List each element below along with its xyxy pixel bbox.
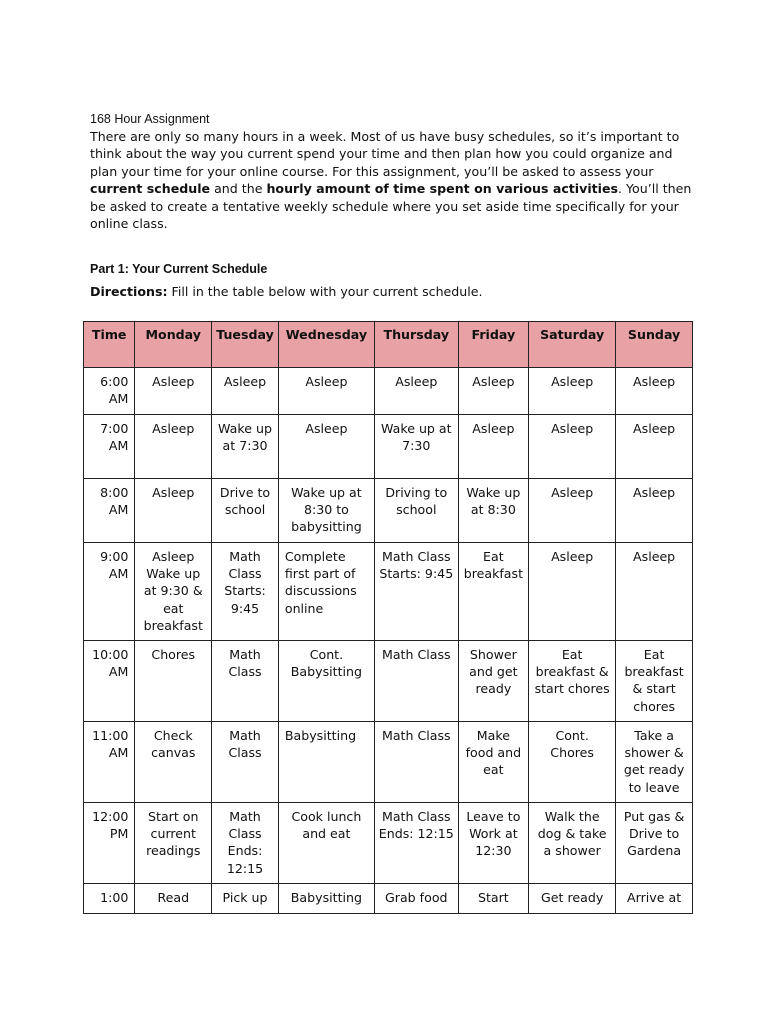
header-friday: Friday bbox=[458, 322, 528, 368]
part-heading: Part 1: Your Current Schedule bbox=[90, 262, 268, 276]
intro-text-3: . You’ll then be asked to create a tentative weekly schedule where you set aside time specifically for your online class. bbox=[90, 181, 692, 232]
table-cell: Take a shower & get ready to leave bbox=[616, 722, 693, 803]
table-cell: Math Class bbox=[212, 641, 279, 722]
table-cell: Asleep bbox=[135, 479, 212, 543]
table-cell: Asleep bbox=[616, 368, 693, 415]
table-cell: Asleep Wake up at 9:30 & eat breakfast bbox=[135, 543, 212, 641]
table-cell: Complete first part of discussions online bbox=[278, 543, 374, 641]
time-cell: 8:00 AM bbox=[84, 479, 135, 543]
table-cell: Chores bbox=[135, 641, 212, 722]
header-thursday: Thursday bbox=[374, 322, 458, 368]
table-row bbox=[84, 722, 693, 803]
intro-bold-2: hourly amount of time spent on various activities bbox=[266, 181, 619, 197]
table-row bbox=[84, 884, 693, 914]
table-cell: Leave to Work at 12:30 bbox=[458, 803, 528, 884]
table-cell: Grab food bbox=[374, 884, 458, 914]
table-cell: Driving to school bbox=[374, 479, 458, 543]
intro-text-2: and the bbox=[210, 181, 267, 197]
table-cell: Asleep bbox=[458, 368, 528, 415]
table-cell: Math Class Ends: 12:15 bbox=[374, 803, 458, 884]
table-cell: Babysitting bbox=[278, 722, 374, 803]
directions bbox=[90, 284, 483, 299]
table-cell: Wake up at 8:30 bbox=[458, 479, 528, 543]
table-cell: Wake up at 7:30 bbox=[212, 415, 279, 479]
table-cell: Check canvas bbox=[135, 722, 212, 803]
table-cell: Asleep bbox=[135, 415, 212, 479]
table-cell: Pick up bbox=[212, 884, 279, 914]
header-saturday: Saturday bbox=[529, 322, 616, 368]
table-cell: Get ready bbox=[529, 884, 616, 914]
table-cell: Asleep bbox=[458, 415, 528, 479]
table-cell: Start bbox=[458, 884, 528, 914]
table-cell: Wake up at 8:30 to babysitting bbox=[278, 479, 374, 543]
time-cell: 6:00 AM bbox=[84, 368, 135, 415]
directions-text: Fill in the table below with your current schedule. bbox=[167, 284, 483, 299]
table-cell: Babysitting bbox=[278, 884, 374, 914]
table-row bbox=[84, 803, 693, 884]
table-cell: Drive to school bbox=[212, 479, 279, 543]
table-cell: Walk the dog & take a shower bbox=[529, 803, 616, 884]
table-cell: Math Class bbox=[212, 722, 279, 803]
table-cell: Asleep bbox=[135, 368, 212, 415]
header-wednesday: Wednesday bbox=[278, 322, 374, 368]
table-cell: Math Class Ends: 12:15 bbox=[212, 803, 279, 884]
table-cell: Asleep bbox=[212, 368, 279, 415]
time-cell: 7:00 AM bbox=[84, 415, 135, 479]
header-monday: Monday bbox=[135, 322, 212, 368]
table-cell: Math Class bbox=[374, 641, 458, 722]
table-cell: Math Class bbox=[374, 722, 458, 803]
time-cell: 11:00 AM bbox=[84, 722, 135, 803]
table-cell: Wake up at 7:30 bbox=[374, 415, 458, 479]
table-cell: Asleep bbox=[278, 368, 374, 415]
table-cell: Asleep bbox=[616, 415, 693, 479]
time-cell: 10:00 AM bbox=[84, 641, 135, 722]
table-cell: Asleep bbox=[374, 368, 458, 415]
table-cell: Math Class Starts: 9:45 bbox=[212, 543, 279, 641]
table-cell: Cook lunch and eat bbox=[278, 803, 374, 884]
table-cell: Asleep bbox=[529, 479, 616, 543]
table-cell: Asleep bbox=[529, 368, 616, 415]
table-cell: Cont. Chores bbox=[529, 722, 616, 803]
intro-text-1: There are only so many hours in a week. Most of us have busy schedules, so it’s important to think about the way you current spend your time and then plan how you could organize and plan your time for your online course. For this assignment, you’ll be asked to assess your bbox=[90, 129, 680, 179]
table-row bbox=[84, 479, 693, 543]
table-cell: Read bbox=[135, 884, 212, 914]
table-cell: Asleep bbox=[529, 415, 616, 479]
assignment-title: 168 Hour Assignment bbox=[90, 112, 210, 126]
table-cell: Make food and eat bbox=[458, 722, 528, 803]
table-cell: Eat breakfast bbox=[458, 543, 528, 641]
time-cell: 9:00 AM bbox=[84, 543, 135, 641]
header-time: Time bbox=[84, 322, 135, 368]
table-header-row bbox=[84, 322, 693, 368]
table-cell: Eat breakfast & start chores bbox=[529, 641, 616, 722]
table-row bbox=[84, 641, 693, 722]
table-cell: Shower and get ready bbox=[458, 641, 528, 722]
time-cell: 1:00 bbox=[84, 884, 135, 914]
intro-paragraph bbox=[90, 128, 700, 232]
header-sunday: Sunday bbox=[616, 322, 693, 368]
schedule-table bbox=[83, 321, 693, 914]
table-row bbox=[84, 368, 693, 415]
time-cell: 12:00 PM bbox=[84, 803, 135, 884]
table-cell: Cont. Babysitting bbox=[278, 641, 374, 722]
intro-bold-1: current schedule bbox=[90, 181, 211, 197]
table-cell: Asleep bbox=[616, 479, 693, 543]
header-tuesday: Tuesday bbox=[212, 322, 279, 368]
document-page bbox=[90, 111, 700, 905]
table-cell: Asleep bbox=[278, 415, 374, 479]
directions-label: Directions: bbox=[90, 284, 168, 299]
table-cell: Math Class Starts: 9:45 bbox=[374, 543, 458, 641]
table-cell: Asleep bbox=[616, 543, 693, 641]
table-row bbox=[84, 543, 693, 641]
table-row bbox=[84, 415, 693, 479]
table-cell: Eat breakfast & start chores bbox=[616, 641, 693, 722]
table-cell: Start on current readings bbox=[135, 803, 212, 884]
table-cell: Asleep bbox=[529, 543, 616, 641]
table-cell: Put gas & Drive to Gardena bbox=[616, 803, 693, 884]
table-cell: Arrive at bbox=[616, 884, 693, 914]
